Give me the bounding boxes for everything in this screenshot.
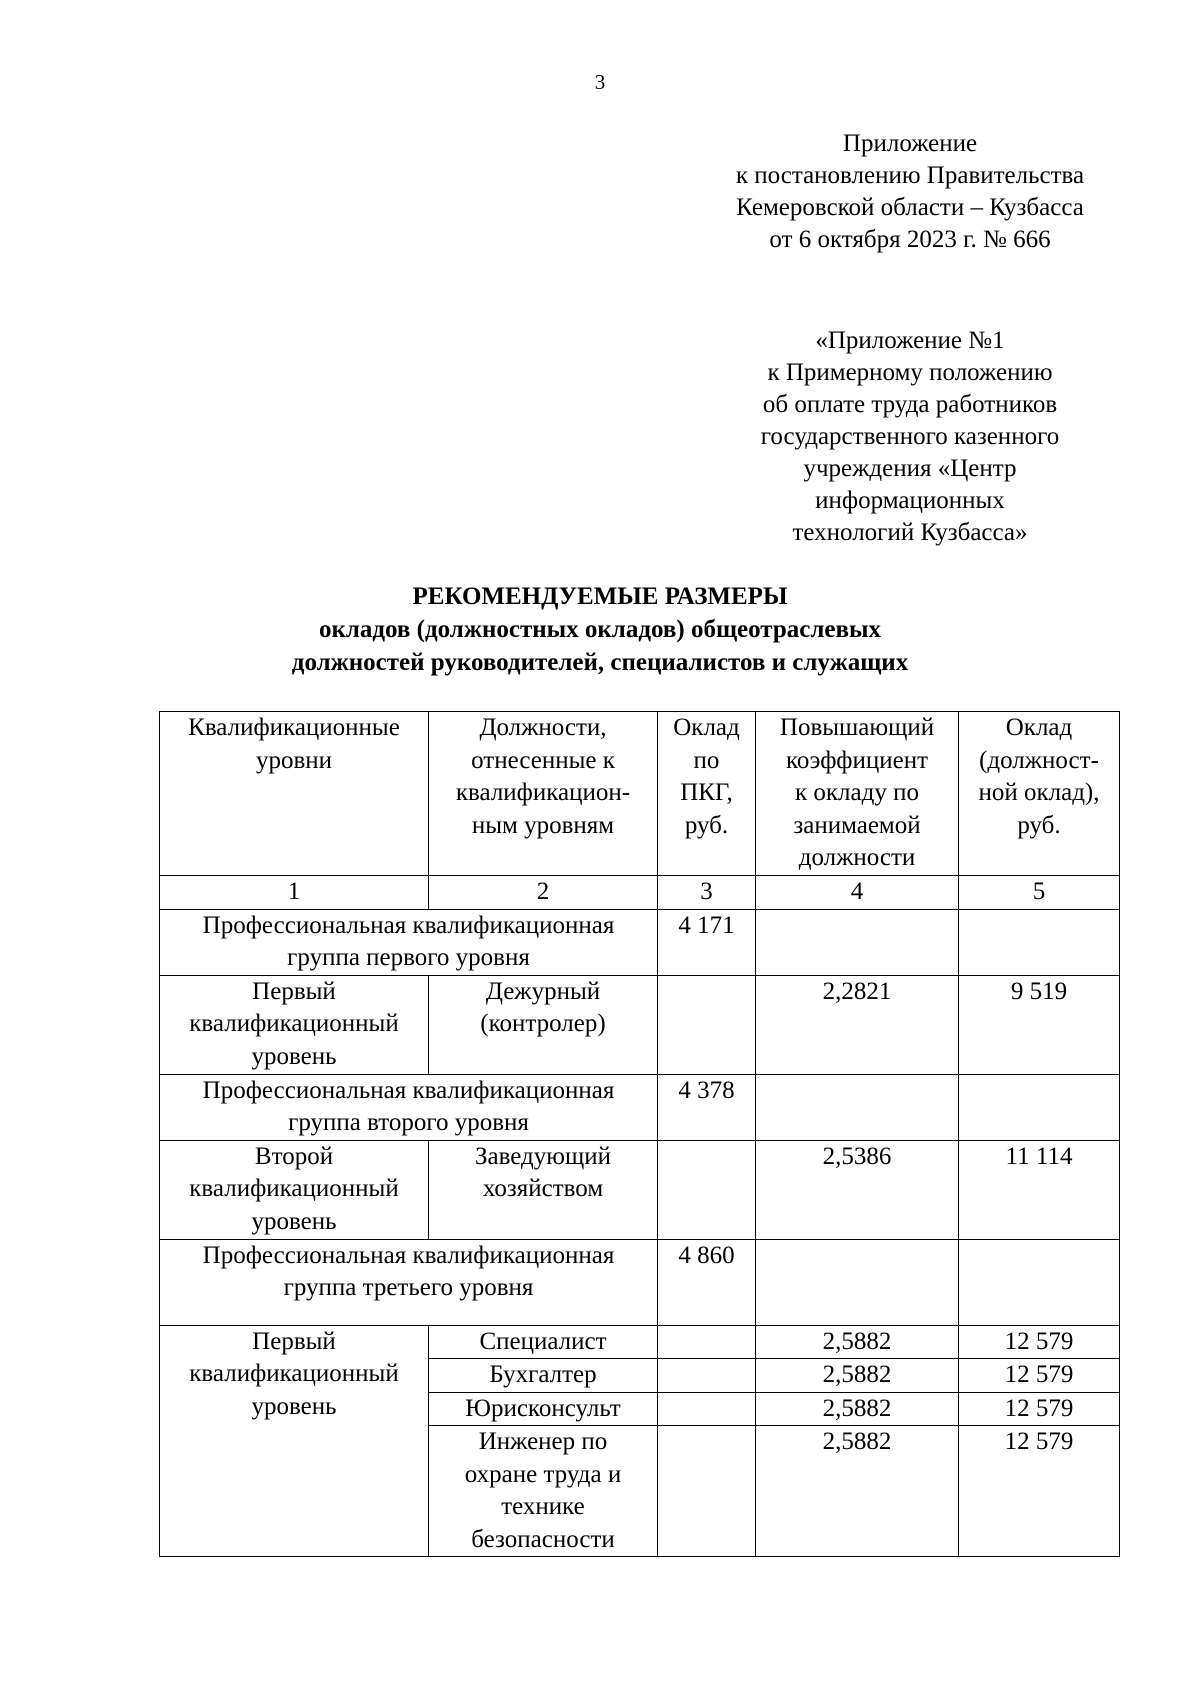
sub-appendix-line: информационных [815, 487, 1005, 514]
empty-cell [959, 1239, 1120, 1325]
header-pkg-salary: Оклад по ПКГ, руб. [658, 712, 756, 876]
appendix-line: Кемеровской области – Кузбасса [736, 194, 1084, 221]
header-positions: Должности, отнесенные к квалификацион- ным уровням [429, 712, 658, 876]
header-row [160, 712, 1120, 876]
salary: 12 579 [959, 1426, 1120, 1557]
sub-appendix-line: об оплате труда работников [762, 391, 1058, 418]
coefficient: 2,5882 [756, 1426, 959, 1557]
sub-appendix-line: учреждения «Центр [803, 455, 1017, 482]
empty-cell [658, 1392, 756, 1426]
appendix-header [690, 128, 1130, 256]
position-title: Заведующий хозяйством [429, 1140, 658, 1239]
empty-cell [658, 1140, 756, 1239]
sub-appendix-line: технологий Кузбасса» [792, 519, 1028, 546]
empty-cell [756, 1239, 959, 1325]
salary: 12 579 [959, 1359, 1120, 1393]
empty-cell [658, 1426, 756, 1557]
header-qualification-levels: Квалификационные уровни [160, 712, 429, 876]
empty-cell [756, 909, 959, 975]
sub-appendix-line: государственного казенного [760, 423, 1060, 450]
salary: 9 519 [959, 975, 1120, 1074]
sub-appendix-line: «Приложение №1 [815, 327, 1005, 354]
coefficient: 2,5882 [756, 1359, 959, 1393]
qualification-level: Первый квалификационный уровень [160, 975, 429, 1074]
position-title: Юрисконсульт [429, 1392, 658, 1426]
position-title: Дежурный (контролер) [429, 975, 658, 1074]
appendix-line: Приложение [842, 130, 978, 157]
empty-cell [756, 1074, 959, 1140]
page-number: 3 [594, 70, 606, 94]
salary: 12 579 [959, 1392, 1120, 1426]
header-coefficient: Повышающий коэффициент к окладу по занимаемой должности [756, 712, 959, 876]
group-row [160, 909, 1120, 975]
empty-cell [959, 1074, 1120, 1140]
salary: 12 579 [959, 1325, 1120, 1359]
salary: 11 114 [959, 1140, 1120, 1239]
coefficient: 2,2821 [756, 975, 959, 1074]
column-number: 2 [429, 876, 658, 910]
position-title: Специалист [429, 1325, 658, 1359]
pkg-salary: 4 171 [658, 909, 756, 975]
table-row [160, 1140, 1120, 1239]
empty-cell [658, 975, 756, 1074]
column-number: 5 [959, 876, 1120, 910]
empty-cell [658, 1325, 756, 1359]
position-title: Бухгалтер [429, 1359, 658, 1393]
appendix-line: к постановлению Правительства [735, 162, 1085, 189]
coefficient: 2,5882 [756, 1325, 959, 1359]
title-line: должностей руководителей, специалистов и служащих [291, 649, 909, 676]
group-row [160, 1239, 1120, 1325]
salary-table [159, 711, 1120, 1557]
column-number: 1 [160, 876, 429, 910]
group-name: Профессиональная квалификационная группа второго уровня [160, 1074, 658, 1140]
appendix-line: от 6 октября 2023 г. № 666 [769, 226, 1051, 253]
header-salary: Оклад (должност- ной оклад), руб. [959, 712, 1120, 876]
empty-cell [658, 1359, 756, 1393]
position-title: Инженер по охране труда и технике безопасности [429, 1426, 658, 1557]
sub-appendix-line: к Примерному положению [767, 359, 1053, 386]
title-line: РЕКОМЕНДУЕМЫЕ РАЗМЕРЫ [412, 583, 788, 610]
qualification-level: Первый квалификационный уровень [160, 1325, 429, 1557]
sub-appendix-header [690, 325, 1130, 549]
coefficient: 2,5882 [756, 1392, 959, 1426]
document-title [0, 580, 1200, 679]
column-number: 4 [756, 876, 959, 910]
group-name: Профессиональная квалификационная группа третьего уровня [160, 1239, 658, 1325]
title-line: окладов (должностных окладов) общеотраслевых [318, 616, 882, 643]
table-row [160, 975, 1120, 1074]
group-name: Профессиональная квалификационная группа первого уровня [160, 909, 658, 975]
qualification-level: Второй квалификационный уровень [160, 1140, 429, 1239]
coefficient: 2,5386 [756, 1140, 959, 1239]
column-number-row [160, 876, 1120, 910]
table-row [160, 1325, 1120, 1359]
pkg-salary: 4 378 [658, 1074, 756, 1140]
pkg-salary: 4 860 [658, 1239, 756, 1325]
group-row [160, 1074, 1120, 1140]
empty-cell [959, 909, 1120, 975]
column-number: 3 [658, 876, 756, 910]
